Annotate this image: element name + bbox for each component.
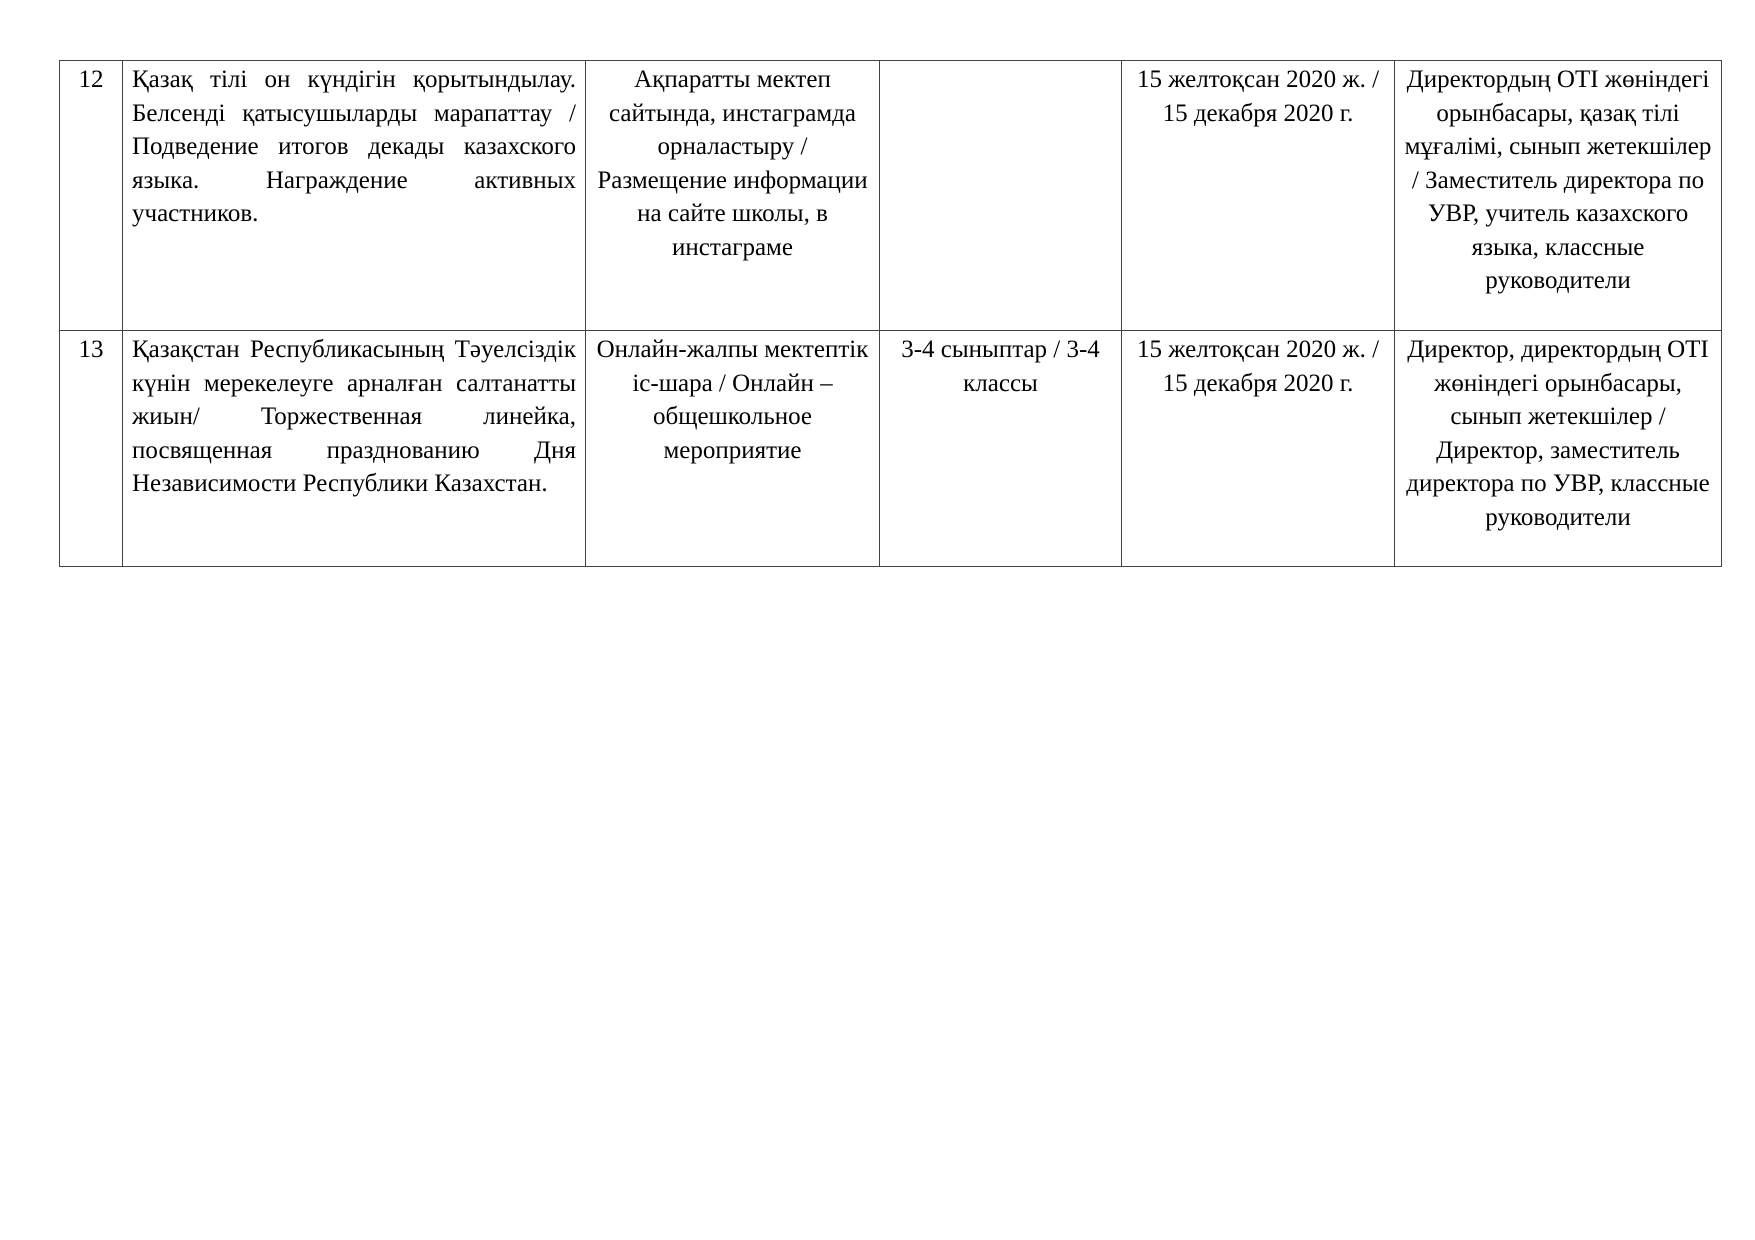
table-row — [60, 331, 1722, 567]
date-kazakh: 15 желтоқсан 2020 ж. / — [1136, 66, 1380, 93]
event-date — [1122, 61, 1395, 331]
event-form: Онлайн-жалпы мектептік іс-шара / Онлайн – общешкольное мероприятие — [586, 331, 880, 567]
date-russian: 15 декабря 2020 г. — [1162, 369, 1354, 397]
event-participants: 3-4 сыныптар / 3-4 классы — [880, 331, 1122, 567]
event-form: Ақпаратты мектеп сайтында, инстаграмда орналастыру / Размещение информации на сайте школы, в инстаграме — [586, 61, 880, 331]
row-number: 13 — [60, 331, 123, 567]
event-description: Қазақстан Республикасының Тәуелсіздік күнін мерекелеуге арналған салтанатты жиын/ Торжественная линейка, посвященная празднованию Дня Независимости Республики Казахстан. — [123, 331, 586, 567]
date-russian: 15 декабря 2020 г. — [1162, 99, 1354, 127]
event-description: Қазақ тілі он күндігін қорытындылау. Белсенді қатысушыларды марапаттау / Подведение итогов декады казахского языка. Награждение активных участников. — [123, 61, 586, 331]
event-responsible: Директордың ОТІ жөніндегі орынбасары, қазақ тілі мұғалімі, сынып жетекшілер / Заместитель директора по УВР, учитель казахского языка, классные руководители — [1395, 61, 1722, 331]
row-number: 12 — [60, 61, 123, 331]
event-responsible: Директор, директордың ОТІ жөніндегі орынбасары, сынып жетекшілер / Директор, заместитель директора по УВР, классные руководители — [1395, 331, 1722, 567]
event-plan-table — [59, 60, 1722, 567]
event-date — [1122, 331, 1395, 567]
date-kazakh: 15 желтоқсан 2020 ж. / — [1136, 336, 1380, 363]
table-row — [60, 61, 1722, 331]
event-participants — [880, 61, 1122, 331]
